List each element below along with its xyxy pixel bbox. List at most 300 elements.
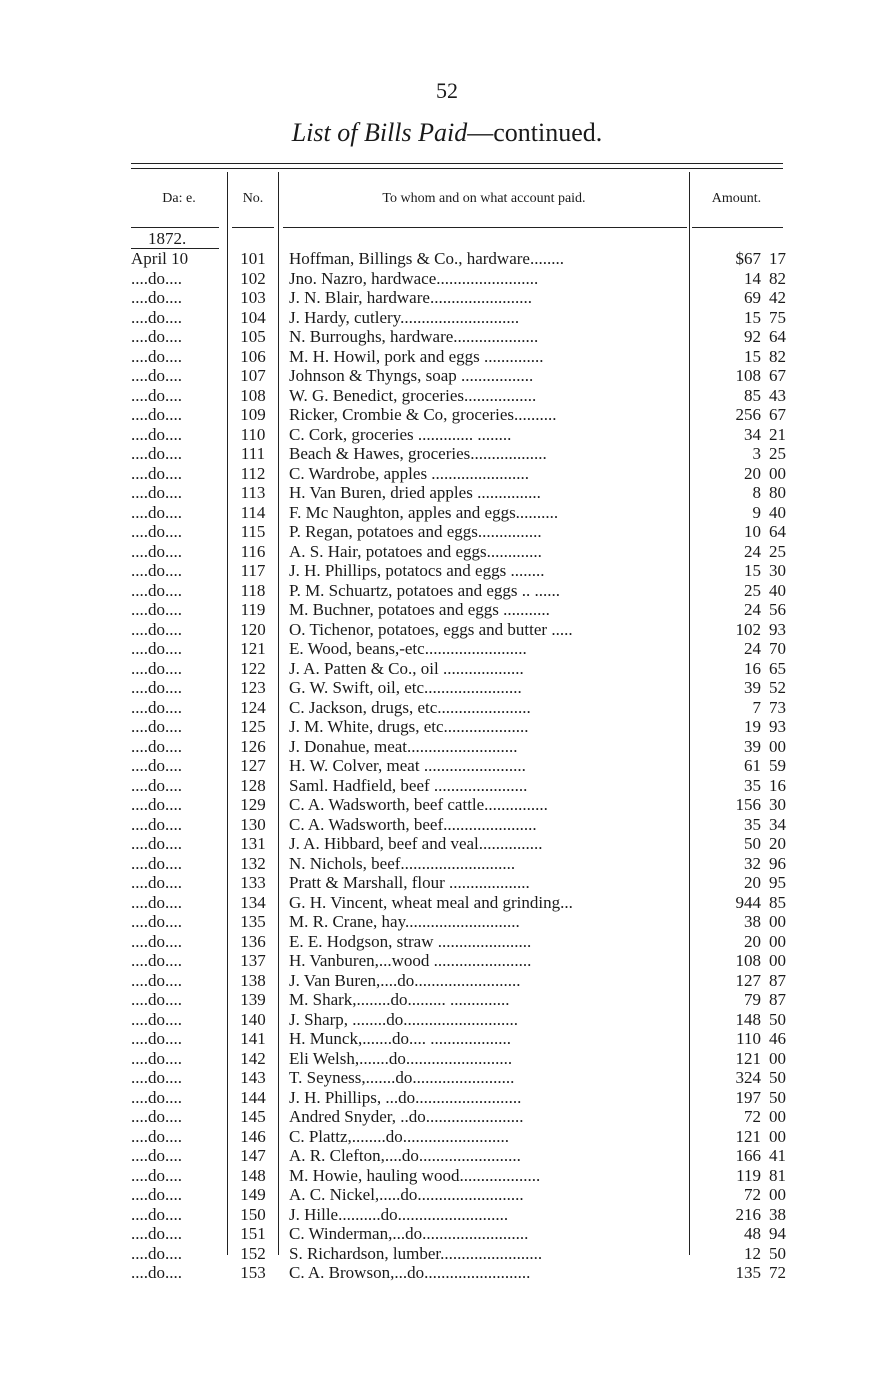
row-date: ....do.... (131, 697, 182, 717)
row-date: ....do.... (131, 1165, 182, 1185)
row-amount-cents: 30 (769, 795, 786, 814)
row-date: ....do.... (131, 639, 182, 658)
row-number: 119 (240, 600, 266, 619)
row-amount-dollars: 102 (735, 619, 761, 639)
row-payee-account: Andred Snyder, ..do....................... (289, 1107, 524, 1126)
table-row (0, 834, 894, 854)
row-date: ....do.... (131, 931, 182, 951)
row-amount-cents: 46 (769, 1029, 786, 1048)
row-number: 141 (240, 1029, 266, 1048)
row-amount-dollars: 9 (752, 502, 761, 522)
row-amount-cents: 30 (769, 561, 786, 580)
row-amount-cents: 50 (769, 1009, 786, 1029)
row-amount-dollars: 72 (744, 1107, 761, 1126)
row-payee-account: M. H. Howil, pork and eggs .............. (289, 346, 544, 366)
row-amount-dollars: 15 (744, 307, 761, 327)
row-amount-dollars: 20 (744, 873, 761, 892)
row-amount-cents: 93 (769, 717, 786, 736)
row-payee-account: H. Van Buren, dried apples ............... (289, 483, 541, 502)
row-payee-account: J. Hille..........do.......................... (289, 1204, 509, 1224)
row-number: 101 (240, 249, 266, 268)
row-date: ....do.... (131, 1009, 182, 1029)
row-amount-dollars: 79 (744, 990, 761, 1009)
row-amount-cents: 40 (769, 502, 786, 522)
row-amount-dollars: $67 (735, 249, 761, 268)
row-number: 113 (240, 483, 266, 502)
row-amount-dollars: 16 (744, 658, 761, 678)
row-amount-cents: 38 (769, 1204, 786, 1224)
row-amount-cents: 00 (769, 1048, 786, 1068)
row-payee-account: C. A. Browson,...do......................... (289, 1263, 531, 1282)
row-amount-cents: 50 (769, 1068, 786, 1087)
row-payee-account: C. Jackson, drugs, etc...................... (289, 697, 531, 717)
table-row (0, 737, 894, 757)
row-date: ....do.... (131, 366, 182, 385)
row-amount-dollars: 15 (744, 346, 761, 366)
row-amount-cents: 80 (769, 483, 786, 502)
row-number: 118 (240, 580, 266, 600)
row-amount-cents: 82 (769, 268, 786, 288)
row-payee-account: C. Plattz,........do......................... (289, 1126, 510, 1146)
row-amount-dollars: 39 (744, 736, 761, 756)
header-rule-date (131, 227, 219, 228)
row-payee-account: Saml. Hadfield, beef ...................... (289, 775, 528, 795)
row-amount-dollars: 20 (744, 463, 761, 483)
row-date: ....do.... (131, 541, 182, 561)
row-date: ....do.... (131, 678, 182, 697)
row-amount-cents: 00 (769, 931, 786, 951)
row-payee-account: A. C. Nickel,.....do......................... (289, 1185, 524, 1204)
table-row (0, 249, 894, 269)
row-payee-account: J. M. White, drugs, etc.................... (289, 717, 529, 736)
row-amount-dollars: 10 (744, 522, 761, 541)
row-number: 129 (240, 795, 266, 814)
row-number: 138 (240, 970, 266, 990)
table-row (0, 600, 894, 620)
row-payee-account: J. Hardy, cutlery............................ (289, 307, 520, 327)
row-number: 148 (240, 1165, 266, 1185)
row-payee-account: G. W. Swift, oil, etc....................... (289, 678, 522, 697)
row-amount-cents: 87 (769, 970, 786, 990)
row-number: 137 (240, 951, 266, 970)
row-date: ....do.... (131, 1068, 182, 1087)
row-amount-cents: 56 (769, 600, 786, 619)
row-amount-dollars: 72 (744, 1185, 761, 1204)
row-payee-account: J. H. Phillips, potatocs and eggs ........ (289, 561, 545, 580)
row-amount-cents: 50 (769, 1087, 786, 1107)
row-amount-dollars: 127 (735, 970, 761, 990)
row-number: 142 (240, 1048, 266, 1068)
row-date: ....do.... (131, 268, 182, 288)
row-date: ....do.... (131, 1087, 182, 1107)
row-amount-cents: 42 (769, 288, 786, 307)
row-date: ....do.... (131, 1146, 182, 1165)
row-payee-account: P. Regan, potatoes and eggs............... (289, 522, 542, 541)
row-number: 112 (240, 463, 266, 483)
row-payee-account: M. R. Crane, hay........................... (289, 912, 520, 931)
row-number: 144 (240, 1087, 266, 1107)
row-amount-dollars: 12 (744, 1243, 761, 1263)
table-row (0, 347, 894, 367)
row-payee-account: C. Wardrobe, apples ....................... (289, 463, 530, 483)
table-row (0, 698, 894, 718)
row-amount-cents: 50 (769, 1243, 786, 1263)
table-row (0, 327, 894, 347)
table-row (0, 951, 894, 971)
row-date: ....do.... (131, 405, 182, 424)
table-row (0, 542, 894, 562)
row-amount-cents: 00 (769, 951, 786, 970)
row-number: 132 (240, 853, 266, 873)
table-row (0, 990, 894, 1010)
row-amount-cents: 85 (769, 892, 786, 912)
row-date: ....do.... (131, 327, 182, 346)
row-payee-account: J. Sharp, ........do........................... (289, 1009, 519, 1029)
row-payee-account: M. Buchner, potatoes and eggs ........... (289, 600, 550, 619)
table-row (0, 269, 894, 289)
row-number: 121 (240, 639, 266, 658)
row-amount-dollars: 156 (735, 795, 761, 814)
row-number: 127 (240, 756, 266, 775)
row-date: ....do.... (131, 775, 182, 795)
row-amount-dollars: 24 (744, 639, 761, 658)
row-date: ....do.... (131, 385, 182, 405)
row-date: ....do.... (131, 970, 182, 990)
row-payee-account: M. Shark,........do......... .............. (289, 990, 510, 1009)
row-amount-dollars: 61 (744, 756, 761, 775)
header-rule-no (232, 227, 274, 228)
table-row (0, 912, 894, 932)
row-payee-account: W. G. Benedict, groceries................. (289, 385, 537, 405)
row-amount-dollars: 121 (735, 1126, 761, 1146)
row-date: ....do.... (131, 736, 182, 756)
row-amount-cents: 70 (769, 639, 786, 658)
row-payee-account: Hoffman, Billings & Co., hardware........ (289, 249, 564, 268)
row-number: 151 (240, 1224, 266, 1243)
row-number: 104 (240, 307, 266, 327)
table-row (0, 1205, 894, 1225)
row-amount-dollars: 256 (735, 405, 761, 424)
row-amount-dollars: 148 (735, 1009, 761, 1029)
row-amount-dollars: 35 (744, 814, 761, 834)
row-number: 111 (240, 444, 266, 463)
year-label: 1872. (148, 229, 187, 248)
row-amount-cents: 93 (769, 619, 786, 639)
row-date: ....do.... (131, 288, 182, 307)
row-date: ....do.... (131, 1243, 182, 1263)
row-payee-account: S. Richardson, lumber........................ (289, 1243, 543, 1263)
table-row (0, 1010, 894, 1030)
table-row (0, 1224, 894, 1244)
row-amount-dollars: 24 (744, 600, 761, 619)
bills-table-body (0, 249, 894, 1283)
table-row (0, 288, 894, 308)
row-amount-dollars: 25 (744, 580, 761, 600)
row-amount-cents: 40 (769, 580, 786, 600)
row-amount-cents: 21 (769, 424, 786, 444)
row-amount-dollars: 110 (736, 1029, 761, 1048)
row-amount-dollars: 24 (744, 541, 761, 561)
table-row (0, 1263, 894, 1283)
row-amount-dollars: 197 (735, 1087, 761, 1107)
table-row (0, 815, 894, 835)
row-date: ....do.... (131, 717, 182, 736)
row-amount-dollars: 216 (735, 1204, 761, 1224)
row-payee-account: J. N. Blair, hardware........................ (289, 288, 532, 307)
row-amount-dollars: 7 (752, 697, 761, 717)
row-number: 103 (240, 288, 266, 307)
header-account: To whom and on what account paid. (382, 191, 586, 206)
row-date: ....do.... (131, 1107, 182, 1126)
row-payee-account: J. A. Patten & Co., oil ................... (289, 658, 524, 678)
row-date: ....do.... (131, 561, 182, 580)
row-date: ....do.... (131, 1126, 182, 1146)
table-row (0, 444, 894, 464)
row-amount-cents: 00 (769, 912, 786, 931)
row-amount-cents: 00 (769, 736, 786, 756)
top-rule-2 (131, 168, 783, 169)
table-row (0, 971, 894, 991)
row-date: ....do.... (131, 1185, 182, 1204)
row-payee-account: J. Donahue, meat.......................... (289, 736, 518, 756)
row-amount-cents: 00 (769, 1107, 786, 1126)
row-payee-account: O. Tichenor, potatoes, eggs and butter ..... (289, 619, 573, 639)
row-date: ....do.... (131, 1224, 182, 1243)
row-payee-account: C. Winderman,...do......................... (289, 1224, 529, 1243)
row-amount-cents: 64 (769, 327, 786, 346)
row-date: ....do.... (131, 658, 182, 678)
row-amount-cents: 17 (769, 249, 786, 268)
table-row (0, 873, 894, 893)
table-row (0, 1166, 894, 1186)
row-number: 105 (240, 327, 266, 346)
row-amount-dollars: 32 (744, 853, 761, 873)
row-amount-dollars: 944 (735, 892, 761, 912)
row-date: ....do.... (131, 990, 182, 1009)
row-number: 122 (240, 658, 266, 678)
table-row (0, 425, 894, 445)
header-amount: Amount. (711, 191, 762, 206)
row-amount-dollars: 121 (735, 1048, 761, 1068)
row-date: April 10 (131, 249, 189, 268)
table-row (0, 639, 894, 659)
header-rule-amount (692, 227, 783, 228)
table-row (0, 561, 894, 581)
row-payee-account: N. Burroughs, hardware.................... (289, 327, 539, 346)
row-payee-account: C. A. Wadsworth, beef...................... (289, 814, 537, 834)
row-amount-dollars: 20 (744, 931, 761, 951)
table-row (0, 932, 894, 952)
row-amount-cents: 73 (769, 697, 786, 717)
row-date: ....do.... (131, 522, 182, 541)
row-amount-cents: 25 (769, 541, 786, 561)
row-number: 133 (240, 873, 266, 892)
row-number: 114 (240, 502, 266, 522)
row-payee-account: M. Howie, hauling wood................... (289, 1165, 541, 1185)
table-row (0, 1088, 894, 1108)
row-date: ....do.... (131, 463, 182, 483)
table-row (0, 1146, 894, 1166)
row-number: 107 (240, 366, 266, 385)
row-date: ....do.... (131, 346, 182, 366)
row-number: 102 (240, 268, 266, 288)
row-number: 116 (240, 541, 266, 561)
table-row (0, 581, 894, 601)
row-date: ....do.... (131, 756, 182, 775)
row-payee-account: F. Mc Naughton, apples and eggs.......... (289, 502, 559, 522)
row-payee-account: H. W. Colver, meat ........................ (289, 756, 526, 775)
row-amount-cents: 00 (769, 463, 786, 483)
row-amount-cents: 16 (769, 775, 786, 795)
row-amount-cents: 00 (769, 1126, 786, 1146)
row-number: 135 (240, 912, 266, 931)
row-amount-dollars: 38 (744, 912, 761, 931)
row-amount-cents: 65 (769, 658, 786, 678)
table-row (0, 756, 894, 776)
row-amount-dollars: 14 (744, 268, 761, 288)
page-title (0, 118, 894, 148)
row-number: 136 (240, 931, 266, 951)
row-date: ....do.... (131, 834, 182, 853)
top-rule (131, 163, 783, 164)
row-date: ....do.... (131, 1204, 182, 1224)
row-payee-account: G. H. Vincent, wheat meal and grinding... (289, 892, 573, 912)
row-payee-account: A. S. Hair, potatoes and eggs............. (289, 541, 542, 561)
table-row (0, 854, 894, 874)
row-number: 109 (240, 405, 266, 424)
row-payee-account: P. M. Schuartz, potatoes and eggs .. ...... (289, 580, 561, 600)
table-row (0, 522, 894, 542)
row-payee-account: H. Munck,.......do.... ................... (289, 1029, 511, 1048)
row-amount-cents: 72 (769, 1263, 786, 1282)
row-number: 146 (240, 1126, 266, 1146)
row-amount-dollars: 119 (736, 1165, 761, 1185)
row-amount-dollars: 19 (744, 717, 761, 736)
row-number: 117 (240, 561, 266, 580)
row-number: 147 (240, 1146, 266, 1165)
page-title-italic: List of Bills Paid (291, 118, 468, 147)
row-payee-account: C. Cork, groceries ............. ........ (289, 424, 512, 444)
row-payee-account: J. A. Hibbard, beef and veal............... (289, 834, 543, 853)
row-date: ....do.... (131, 873, 182, 892)
table-row (0, 1185, 894, 1205)
row-amount-cents: 52 (769, 678, 786, 697)
row-number: 153 (240, 1263, 266, 1282)
row-number: 110 (240, 424, 266, 444)
row-date: ....do.... (131, 619, 182, 639)
row-amount-dollars: 108 (735, 951, 761, 970)
row-payee-account: T. Seyness,.......do........................ (289, 1068, 515, 1087)
row-number: 128 (240, 775, 266, 795)
row-amount-dollars: 324 (735, 1068, 761, 1087)
row-number: 120 (240, 619, 266, 639)
row-payee-account: Beach & Hawes, groceries.................. (289, 444, 547, 463)
row-amount-dollars: 3 (752, 444, 761, 463)
table-row (0, 776, 894, 796)
row-payee-account: N. Nichols, beef........................... (289, 853, 516, 873)
row-number: 143 (240, 1068, 266, 1087)
row-number: 124 (240, 697, 266, 717)
row-amount-cents: 95 (769, 873, 786, 892)
row-amount-dollars: 35 (744, 775, 761, 795)
header-date: Da: e. (162, 191, 196, 206)
row-amount-cents: 94 (769, 1224, 786, 1243)
table-row (0, 1244, 894, 1264)
row-amount-dollars: 92 (744, 327, 761, 346)
row-date: ....do.... (131, 1029, 182, 1048)
page-title-continued: —continued. (467, 118, 603, 147)
row-amount-cents: 00 (769, 1185, 786, 1204)
row-number: 131 (240, 834, 266, 853)
table-row (0, 795, 894, 815)
row-payee-account: J. Van Buren,....do......................... (289, 970, 521, 990)
row-payee-account: C. A. Wadsworth, beef cattle............... (289, 795, 548, 814)
row-date: ....do.... (131, 424, 182, 444)
row-amount-dollars: 48 (744, 1224, 761, 1243)
row-amount-dollars: 34 (744, 424, 761, 444)
table-row (0, 678, 894, 698)
row-date: ....do.... (131, 307, 182, 327)
row-amount-dollars: 69 (744, 288, 761, 307)
row-amount-cents: 81 (769, 1165, 786, 1185)
row-date: ....do.... (131, 1048, 182, 1068)
row-number: 126 (240, 736, 266, 756)
row-amount-cents: 67 (769, 405, 786, 424)
table-row (0, 1127, 894, 1147)
row-date: ....do.... (131, 444, 182, 463)
row-amount-cents: 87 (769, 990, 786, 1009)
row-amount-cents: 96 (769, 853, 786, 873)
table-row (0, 503, 894, 523)
table-row (0, 464, 894, 484)
row-number: 125 (240, 717, 266, 736)
row-amount-dollars: 108 (735, 366, 761, 385)
page-number: 52 (436, 78, 458, 103)
row-payee-account: H. Vanburen,...wood ....................... (289, 951, 532, 970)
row-amount-dollars: 135 (735, 1263, 761, 1282)
table-row (0, 1049, 894, 1069)
table-row (0, 386, 894, 406)
row-number: 123 (240, 678, 266, 697)
row-number: 140 (240, 1009, 266, 1029)
table-row (0, 1029, 894, 1049)
row-number: 108 (240, 385, 266, 405)
header-rule-account (283, 227, 687, 228)
table-row (0, 893, 894, 913)
row-date: ....do.... (131, 912, 182, 931)
table-row (0, 405, 894, 425)
row-number: 139 (240, 990, 266, 1009)
row-date: ....do.... (131, 814, 182, 834)
row-date: ....do.... (131, 600, 182, 619)
row-amount-cents: 64 (769, 522, 786, 541)
row-payee-account: J. H. Phillips, ...do......................... (289, 1087, 522, 1107)
row-payee-account: A. R. Clefton,....do........................ (289, 1146, 521, 1165)
row-payee-account: Pratt & Marshall, flour ................... (289, 873, 530, 892)
row-date: ....do.... (131, 1263, 182, 1282)
row-date: ....do.... (131, 580, 182, 600)
row-amount-cents: 20 (769, 834, 786, 853)
row-date: ....do.... (131, 853, 182, 873)
row-amount-cents: 25 (769, 444, 786, 463)
row-payee-account: Ricker, Crombie & Co, groceries.......... (289, 405, 557, 424)
row-amount-dollars: 8 (752, 483, 761, 502)
row-amount-cents: 82 (769, 346, 786, 366)
row-amount-dollars: 50 (744, 834, 761, 853)
table-row (0, 1068, 894, 1088)
row-number: 152 (240, 1243, 266, 1263)
row-number: 150 (240, 1204, 266, 1224)
